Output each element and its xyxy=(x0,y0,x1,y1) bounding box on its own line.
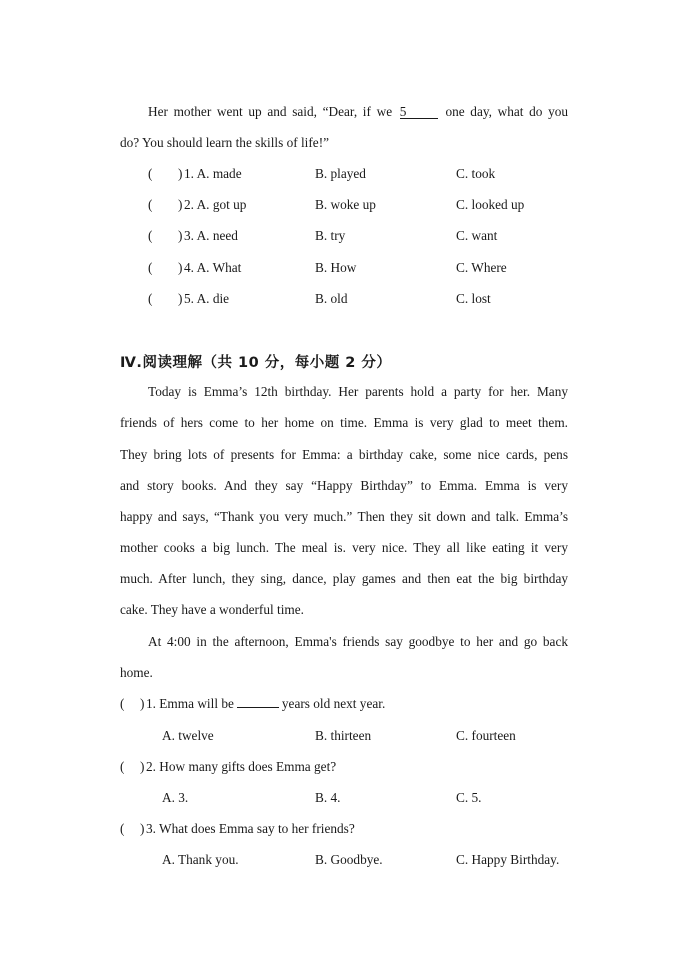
passage-line: mother cooks a big lunch. The meal is. very nice. They all like eating it very xyxy=(120,540,568,555)
cloze-question-4 xyxy=(148,260,568,278)
option-a: 2. A. got up xyxy=(184,197,247,212)
answer-paren-close: ) xyxy=(178,228,183,243)
option-b: B. Goodbye. xyxy=(315,852,383,867)
option-c: C. looked up xyxy=(456,197,525,212)
section-heading: Ⅳ.阅读理解（共 10 分，每小题 2 分） xyxy=(120,355,392,371)
cloze-question-2 xyxy=(148,197,568,215)
option-a: 1. A. made xyxy=(184,166,242,181)
passage-line: happy and says, “Thank you very much.” Then they sit down and talk. Emma’s xyxy=(120,509,568,524)
cloze-text: one day, what do you xyxy=(445,104,569,119)
answer-paren-close: ) xyxy=(140,759,145,774)
option-b: B. 4. xyxy=(315,790,341,805)
answer-paren-close: ) xyxy=(178,166,183,181)
answer-paren-close: ) xyxy=(178,197,183,212)
answer-paren-close: ) xyxy=(178,291,183,306)
question-stem: 2. How many gifts does Emma get? xyxy=(146,759,337,774)
passage-line: Today is Emma’s 12th birthday. Her parents hold a party for her. Many xyxy=(148,384,568,399)
answer-paren-open: ( xyxy=(148,197,153,212)
option-a: A. twelve xyxy=(162,728,214,743)
answer-paren-open: ( xyxy=(148,228,153,243)
option-c: C. 5. xyxy=(456,790,482,805)
reading-question-3 xyxy=(120,821,568,839)
option-b: B. thirteen xyxy=(315,728,372,743)
passage-line: They bring lots of presents for Emma: a birthday cake, some nice cards, pens xyxy=(120,447,568,462)
option-a: A. 3. xyxy=(162,790,189,805)
question-stem-text: years old next year. xyxy=(281,696,386,711)
reading-options-3 xyxy=(120,852,568,870)
cloze-question-1 xyxy=(148,166,568,184)
answer-paren-open: ( xyxy=(148,291,153,306)
option-a: 3. A. need xyxy=(184,228,238,243)
option-c: C. want xyxy=(456,228,498,243)
option-a: 4. A. What xyxy=(184,260,242,275)
option-c: C. took xyxy=(456,166,496,181)
option-b: B. try xyxy=(315,228,346,243)
option-b: B. played xyxy=(315,166,366,181)
reading-options-2 xyxy=(120,790,568,808)
passage-line: cake. They have a wonderful time. xyxy=(120,602,304,617)
answer-paren-close: ) xyxy=(140,696,145,711)
option-a: 5. A. die xyxy=(184,291,230,306)
passage-line: and story books. And they say “Happy Birthday” to Emma. Emma is very xyxy=(120,478,568,493)
option-b: B. old xyxy=(315,291,348,306)
option-c: C. fourteen xyxy=(456,728,516,743)
question-stem-text: 1. Emma will be xyxy=(146,696,234,711)
reading-question-2 xyxy=(120,759,568,777)
question-stem: 3. What does Emma say to her friends? xyxy=(146,821,355,836)
cloze-question-3 xyxy=(148,228,568,246)
cloze-question-5 xyxy=(148,291,568,309)
option-c: C. Where xyxy=(456,260,507,275)
option-b: B. woke up xyxy=(315,197,376,212)
answer-paren-close: ) xyxy=(178,260,183,275)
answer-paren-open: ( xyxy=(120,759,125,774)
cloze-paragraph-line-1 xyxy=(148,104,568,120)
passage-line: At 4:00 in the afternoon, Emma's friends say goodbye to her and go back xyxy=(148,634,568,649)
answer-paren-open: ( xyxy=(120,821,125,836)
option-a: A. Thank you. xyxy=(162,852,239,867)
answer-paren-close: ) xyxy=(140,821,145,836)
passage-line: much. After lunch, they sing, dance, play games and then eat the big birthday xyxy=(120,571,568,586)
answer-paren-open: ( xyxy=(120,696,125,711)
reading-options-1 xyxy=(120,728,568,746)
passage-line: home. xyxy=(120,665,153,680)
question-stem xyxy=(146,696,385,712)
cloze-paragraph-line-2: do? You should learn the skills of life!” xyxy=(120,135,330,150)
option-b: B. How xyxy=(315,260,357,275)
reading-question-1 xyxy=(120,696,568,714)
answer-blank xyxy=(237,696,279,708)
passage-line: friends of hers come to her home on time. Emma is very glad to meet them. xyxy=(120,415,568,430)
blank-5: 5 xyxy=(400,105,438,119)
answer-paren-open: ( xyxy=(148,166,153,181)
option-c: C. Happy Birthday. xyxy=(456,852,560,867)
cloze-text: Her mother went up and said, “Dear, if we xyxy=(148,104,393,119)
answer-paren-open: ( xyxy=(148,260,153,275)
option-c: C. lost xyxy=(456,291,491,306)
